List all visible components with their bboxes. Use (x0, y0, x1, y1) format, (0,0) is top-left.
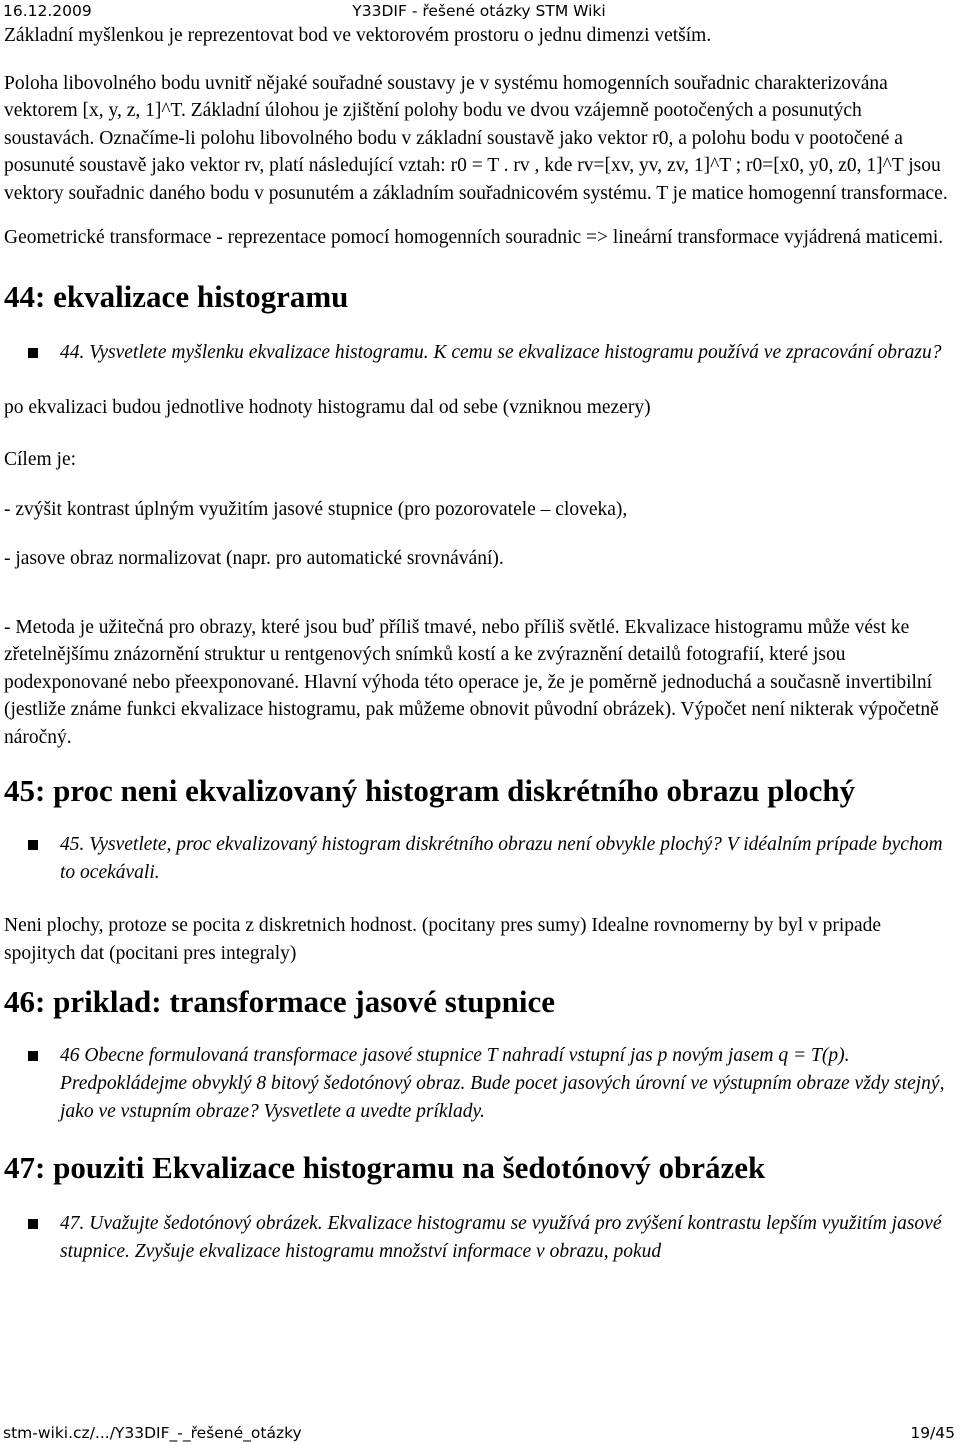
intro-paragraph-3: Geometrické transformace - reprezentace pomocí homogenních souradnic => lineární transformace vyjádrená maticemi. (4, 227, 944, 248)
section-heading-44: 44: ekvalizace histogramu (4, 278, 349, 314)
question-list-45 (4, 831, 948, 887)
s44-paragraph-2: Cílem je: (4, 449, 77, 470)
question-47-text: 47. Uvažujte šedotónový obrázek. Ekvalizace histogramu se využívá pro zvýšení kontrastu lepším využitím jasové stupnice. Zvyšuje ekvalizace histogramu množství informace v obrazu, pokud (60, 1213, 942, 1262)
intro-paragraph-2: Poloha libovolného bodu uvnitř nějaké souřadné soustavy je v systému homogenních souřadnic charakterizována vektorem [x, y, z, 1]^T. Základní úlohou je zjištění polohy bodu ve dvou vzájemně pootočených a posunutých soustavách. Označíme-li polohu libovolného bodu v základní soustavě jako vektor r0, a polohu bodu v pootočené a posunuté soustavě jako vektor rv, platí následující vztah: r0 = T . rv , kde rv=[xv, yv, zv, 1]^T ; r0=[x0, y0, z0, 1]^T jsou vektory souřadnic daného bodu v posunutém a základním souřadnicovém systému. T je matice homogenní transformace. (4, 72, 948, 204)
bullet-square-icon (28, 1219, 38, 1229)
intro-paragraph-1: Základní myšlenkou je reprezentovat bod ve vektorovém prostoru o jednu dimenzi vetším. (4, 25, 712, 46)
question-45 (4, 831, 948, 887)
question-45-text: 45. Vysvetlete, proc ekvalizovaný histogram diskrétního obrazu není obvykle plochý? V idéalním prípade bychom to ocekávali. (60, 834, 943, 883)
question-list-47 (4, 1210, 948, 1266)
page-number: 19/45 (910, 1424, 955, 1442)
print-date: 16.12.2009 (3, 2, 92, 20)
page-footer (3, 1422, 955, 1444)
bullet-square-icon (28, 348, 38, 358)
question-list-46 (4, 1042, 948, 1126)
question-46 (4, 1042, 948, 1126)
section-heading-47: 47: pouziti Ekvalizace histogramu na šedotónový obrázek (4, 1150, 766, 1185)
page-header (3, 0, 955, 22)
question-44 (4, 339, 948, 367)
question-46-text: 46 Obecne formulovaná transformace jasové stupnice T nahradí vstupní jas p novým jasem q = T(p). Predpokládejme obvyklý 8 bitový šedotónový obraz. Bude pocet jasových úrovní ve výstupním obraze vždy stejný, jako ve vstupním obraze? Vysvetlete a uvedte príklady. (60, 1045, 945, 1122)
s45-paragraph-1: Neni plochy, protoze se pocita z diskretnich hodnost. (pocitany pres sumy) Idealne rovnomerny by byl v pripade spojitych dat (pocitani pres integraly) (4, 915, 882, 964)
bullet-square-icon (28, 840, 38, 850)
section-heading-45: 45: proc neni ekvalizovaný histogram diskrétního obrazu plochý (4, 773, 856, 808)
bullet-square-icon (28, 1051, 38, 1061)
s44-paragraph-1: po ekvalizaci budou jednotlive hodnoty histogramu dal od sebe (vzniknou mezery) (4, 396, 651, 418)
question-list-44 (4, 339, 948, 367)
question-47 (4, 1210, 948, 1266)
s44-paragraph-4: - jasove obraz normalizovat (napr. pro automatické srovnávání). (4, 548, 504, 569)
section-heading-46: 46: priklad: transformace jasové stupnice (4, 984, 556, 1019)
print-title: Y33DIF - řešené otázky STM Wiki (352, 2, 606, 20)
s44-paragraph-3: - zvýšit kontrast úplným využitím jasové stupnice (pro pozorovatele – cloveka), (4, 498, 628, 520)
s44-paragraph-5: - Metoda je užitečná pro obrazy, které jsou buď příliš tmavé, nebo příliš světlé. Ekvalizace histogramu může vést ke zřetelnějšímu znázornění struktur u rentgenových snímků kostí a ke zvýraznění detailů fotografií, které jsou podexponované nebo přeexponované. Hlavní výhoda této operace je, že je poměrně jednoduchá a současně invertibilní (jestliže známe funkci ekvalizace histogramu, pak můžeme obnovit původní obrázek). Výpočet není nikterak výpočetně náročný. (4, 616, 939, 748)
document-body (4, 22, 948, 1266)
question-44-text: 44. Vysvetlete myšlenku ekvalizace histogramu. K cemu se ekvalizace histogramu používá ve zpracování obrazu? (60, 341, 942, 363)
print-url: stm-wiki.cz/.../Y33DIF_-_řešené_otázky (3, 1424, 302, 1442)
